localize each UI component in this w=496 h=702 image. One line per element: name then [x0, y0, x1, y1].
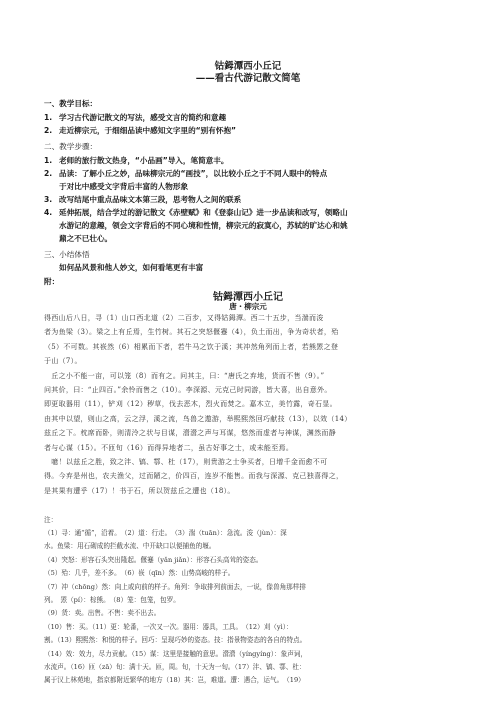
goal-item: 1. 学习古代游记散文的写法，感受文言的简约和意趣: [44, 113, 227, 122]
text-line: 是其果有遭乎（17）！书于石，所以贺兹丘之遭也（18）。: [44, 486, 235, 495]
note-line: 水。鱼梁：用石砌成的拦截水流、中开缺口以便捕鱼的堰。: [44, 542, 216, 551]
summary-text: 如何品风景和他人妙文，如何看笔更有丰富: [59, 263, 204, 272]
text-line: 兹丘之下。枕席而卧，则清泠之状与目谋，瀯瀯之声与耳谋，悠然而虚者与神谋，渊然而静: [44, 429, 336, 438]
step-line: 4. 延伸拓展，结合学过的游记散文《赤壁赋》和《登泰山记》进一步品读和改写，领略山: [44, 208, 348, 217]
appendix-author: 唐・柳宗元: [229, 302, 267, 311]
step-line: 于对比中感受文字背后丰富的人物形象: [59, 182, 189, 191]
note-line: （14）效：效力，尽力贡献。（15）谋：这里是接触的意思。瀯瀯（yíngyíng）：象声词，: [44, 649, 307, 658]
appendix-label: 附：: [44, 277, 60, 286]
text-line: 噫！以兹丘之胜，致之沣、镐、鄠、杜（17），则贵游之士争买者，日增千金而愈不可: [44, 458, 328, 466]
document-subtitle: ——看古代游记散文简笔: [195, 73, 301, 84]
note-line: 属于汉上林苑地，指京都附近繁华的地方（18）其：岂，难道。遭：遇合，运气。 （19）: [44, 676, 305, 685]
note-line: 列。 罴（pí）：棕熊。 （8）笼：包笼，包罗。: [44, 596, 180, 604]
goal-item: 2. 走近柳宗元，于细细品读中感知文字里的“别有怀抱”: [44, 126, 237, 135]
step-line: 1. 老师的旅行散文热身，“小品画”导入，笔简意丰。: [44, 156, 229, 165]
text-line: 于山（7）。: [44, 357, 82, 366]
text-line: 得西山后八日，寻（1）山口西北道（2）二百步，又得钴鉧潭。西二十五步，当湍而浚: [44, 314, 324, 322]
step-line: 鼐之不已壮心。: [59, 234, 113, 243]
text-line: 者与心谋（15）。不匝旬（16）而得异地者二，虽古好事之士，或未能至焉。: [44, 443, 294, 452]
note-line: （4）突怒：形容石头突出隆起。偃蹇（yǎn jiǎn）：形容石头高耸的姿态。: [44, 555, 263, 564]
text-line: 即更取器用（11），铲刈（12）秽草，伐去恶木，烈火而焚之。嘉木立，美竹露，奇石显。: [44, 400, 337, 409]
summary-heading: 三、小结体悟: [44, 250, 90, 259]
text-line: 丘之小不能一亩，可以笼（8）而有之。问其主，曰：“唐氏之弃地，货而不售（9）。”: [44, 371, 325, 380]
note-line: 水流声。（16）匝（zā）旬：满十天。匝，周。旬，十天为一旬。（17）沣、镐、鄠、杜：: [44, 663, 306, 671]
text-line: （5）不可数。其嵚然（6）相累而下者，若牛马之饮于溪；其冲然角列而上者，若熊罴之登: [44, 342, 339, 351]
steps-heading: 二、教学步骤：: [44, 142, 98, 151]
text-line: 得。今弃是州也，农夫渔父，过而陋之，价四百，连岁不能售。而我与深源、克己独喜得之，: [44, 472, 344, 481]
notes-label: 注：: [44, 516, 58, 524]
step-line: 2. 品读：了解小丘之妙，品味柳宗元的“画技”，以比较小丘之于不同人眼中的特点: [44, 169, 328, 178]
note-line: （1）寻：通“循”，沿着。 （2）道：行走。 （3）湍（tuān）：急流。浚（jùn）：深: [44, 529, 287, 537]
note-line: （9）货：卖。出售。不售：卖不出去。: [44, 609, 161, 618]
appendix-title: 钴鉧潭西小丘记: [213, 292, 283, 303]
text-line: 由其中以望，则山之高，云之浮，溪之流，鸟兽之遨游，举熙熙然回巧献技（13），以效（14）: [44, 414, 352, 423]
text-line: 问其价，曰：“止四百。”余怜而售之（10）。李深源、元克己时同游，皆大喜，出自意外。: [44, 386, 332, 394]
note-line: （5）殆：几乎，差不多。 （6）嵚（qīn）然：山势高峻的样子。: [44, 569, 235, 578]
note-line: （7）冲（chōng）然：向上或向前的样子。角列：争取排列前面去，一说，像兽角那样排: [44, 582, 306, 591]
step-line: 水游记的意趣，领会文字背后的不同心境和性情，柳宗元的寂寞心，苏轼的旷达心和姚: [59, 221, 348, 230]
note-line: （10）售：买。（11）更：轮番，一次又一次。器用：器具，工具。 （12）刈（yì）：: [44, 622, 293, 631]
note-line: 割。（13）熙熙然：和悦的样子。回巧：呈现巧妙的姿态。技：指景物姿态的各自的特点。: [44, 636, 307, 645]
goals-heading: 一、教学目标：: [44, 99, 98, 108]
document-title: 钴鉧潭西小丘记: [214, 61, 282, 72]
step-line: 3. 改写结尾中重点品味文本第三段，思考物人之间的联系: [44, 195, 242, 204]
text-line: 者为鱼梁（3）。梁之上有丘焉，生竹树。其石之突怒偃蹇（4），负土而出，争为奇状者，殆: [44, 328, 339, 337]
